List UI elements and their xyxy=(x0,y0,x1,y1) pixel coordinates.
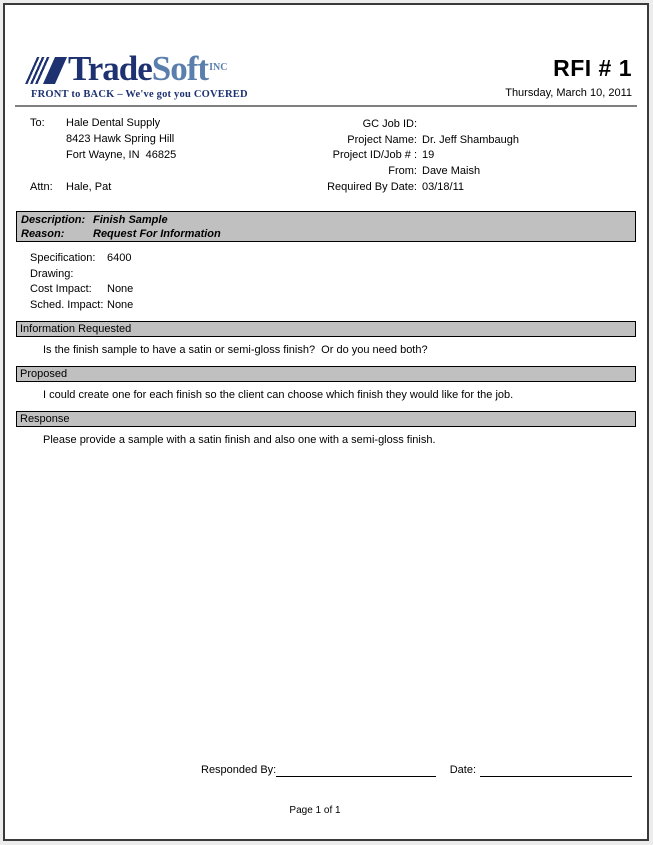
rfi-number: RFI # 1 xyxy=(553,55,632,81)
responded-by-label: Responded By: xyxy=(201,764,277,776)
rfi-date: Thursday, March 10, 2011 xyxy=(505,87,632,99)
recipient-address-row xyxy=(30,131,176,147)
logo-tagline: FRONT to BACK – We've got you COVERED xyxy=(31,89,248,100)
recipient-attn-row xyxy=(30,179,176,195)
project-name-value: Dr. Jeff Shambaugh xyxy=(422,133,520,146)
detail-row xyxy=(30,251,133,267)
specification-value: 6400 xyxy=(107,252,132,264)
date-label: Date: xyxy=(449,764,476,776)
proposed-body: I could create one for each finish so the client can choose which finish they would like for the job. xyxy=(43,389,514,401)
description-value: Finish Sample xyxy=(93,214,168,226)
logo-word-soft: Soft xyxy=(151,49,209,88)
rfi-header xyxy=(505,55,632,99)
attn-value: Hale, Pat xyxy=(66,181,112,193)
from-label: From: xyxy=(388,165,417,178)
recipient-name: Hale Dental Supply xyxy=(66,117,161,129)
recipient-address1: 8423 Hawk Spring Hill xyxy=(66,133,175,145)
description-label: Description: xyxy=(21,214,86,226)
project-row xyxy=(285,180,519,196)
reason-row xyxy=(21,228,631,242)
detail-row xyxy=(30,267,133,283)
signature-row xyxy=(201,763,632,777)
date-signature-line xyxy=(480,764,632,777)
details-block xyxy=(30,251,133,313)
responded-by-signature-line xyxy=(276,764,435,777)
recipient-block xyxy=(30,115,176,195)
recipient-to-row xyxy=(30,115,176,131)
reason-label: Reason: xyxy=(21,227,65,240)
logo-word-trade: Trade xyxy=(68,49,152,88)
to-label: To: xyxy=(30,117,45,129)
specification-label: Specification: xyxy=(30,252,96,264)
information-requested-body: Is the finish sample to have a satin or semi-gloss finish? Or do you need both? xyxy=(43,344,428,356)
description-row xyxy=(21,214,631,228)
cost-impact-label: Cost Impact: xyxy=(30,283,92,296)
drawing-label: Drawing: xyxy=(30,267,74,280)
project-info-block xyxy=(285,117,519,196)
section-header-proposed: Proposed xyxy=(16,366,636,382)
tradesoft-stripes-icon xyxy=(31,57,61,84)
from-value: Dave Maish xyxy=(422,165,481,178)
attn-label: Attn: xyxy=(30,181,53,193)
document-page xyxy=(3,3,649,841)
project-id-value: 19 xyxy=(422,149,435,162)
section-header-information-requested: Information Requested xyxy=(16,321,636,337)
detail-row xyxy=(30,298,133,314)
required-by-date-label: Required By Date: xyxy=(327,180,417,193)
project-row xyxy=(285,164,519,180)
header-divider xyxy=(15,105,637,107)
response-body: Please provide a sample with a satin finish and also one with a semi-gloss finish. xyxy=(43,434,436,446)
tradesoft-logo xyxy=(31,51,248,100)
section-header-response: Response xyxy=(16,411,636,427)
recipient-address-row xyxy=(30,147,176,163)
gc-job-id-label: GC Job ID: xyxy=(362,118,417,130)
sched-impact-label: Sched. Impact: xyxy=(30,298,104,311)
description-bar xyxy=(16,211,636,242)
required-by-date-value: 03/18/11 xyxy=(422,180,465,193)
cost-impact-value: None xyxy=(107,283,134,296)
project-row xyxy=(285,148,519,164)
reason-value: Request For Information xyxy=(93,227,221,240)
logo-inc-suffix: INC xyxy=(209,62,228,73)
sched-impact-value: None xyxy=(107,298,134,311)
logo-wordmark xyxy=(68,51,227,86)
project-row xyxy=(285,133,519,149)
page-number: Page 1 of 1 xyxy=(289,805,341,816)
project-name-label: Project Name: xyxy=(347,133,417,146)
detail-row xyxy=(30,282,133,298)
project-id-label: Project ID/Job # : xyxy=(332,149,417,162)
project-row xyxy=(285,117,519,133)
recipient-address2: Fort Wayne, IN 46825 xyxy=(66,149,177,161)
